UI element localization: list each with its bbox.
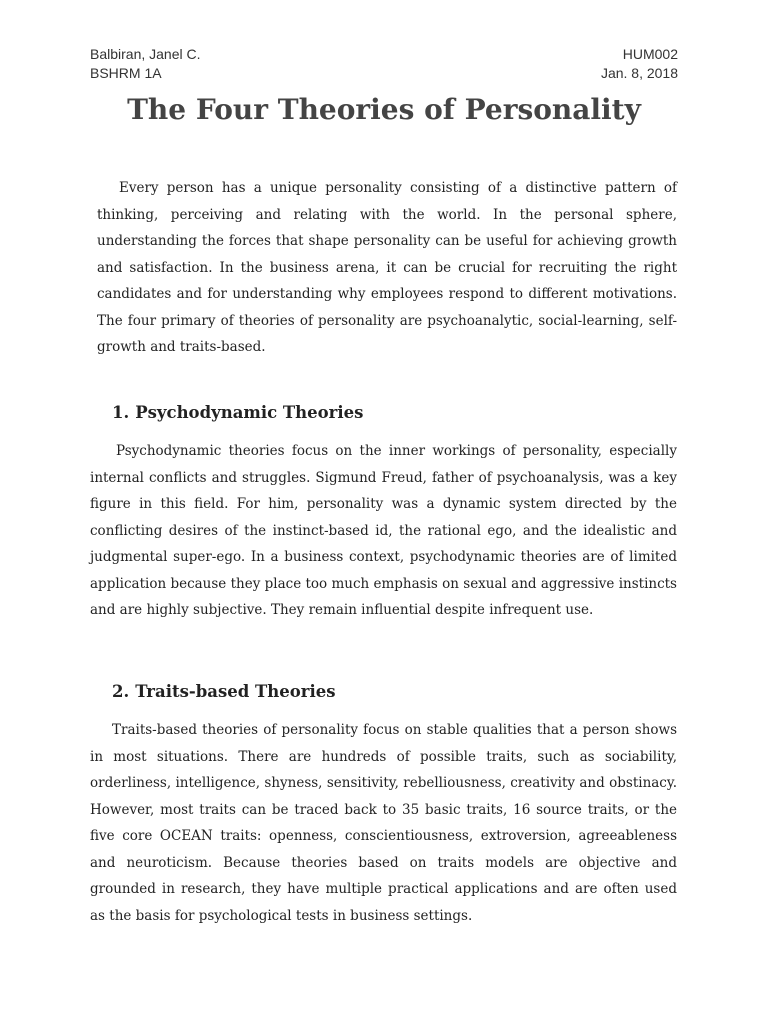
section-body-psychodynamic: Psychodynamic theories focus on the inner workings of personality, especially internal conflicts and struggles. Sigmund Freud, father of psychoanalysis, was a key figure in this field. For him, personality was a dynamic system directed by the conflicting desires of the instinct-based id, the rational ego, and the idealistic and judgmental super-ego. In a business context, psychodynamic theories are of limited application because they place too much emphasis on sexual and aggressive instincts and are highly subjective. They remain influential despite infrequent use. — [90, 443, 677, 618]
header-left — [90, 45, 201, 83]
author-name: Balbiran, Janel C. — [90, 46, 201, 62]
section-body-traits: Traits-based theories of personality focus on stable qualities that a person shows in most situations. There are hundreds of possible traits, such as sociability, orderliness, intelligence, shyness, sensitivity, rebelliousness, creativity and obstinacy. However, most traits can be traced back to 35 basic traits, 16 source traits, or the five core OCEAN traits: openness, conscientiousness, extroversion, agreeableness and neuroticism. Because theories based on traits models are objective and grounded in research, they have multiple practical applications and are often used as the basis for psychological tests in business settings. — [90, 722, 677, 924]
class-section: BSHRM 1A — [90, 65, 162, 81]
intro-paragraph: Every person has a unique personality consisting of a distinctive pattern of thinking, perceiving and relating with the world. In the personal sphere, understanding the forces that shape personality can be useful for achieving growth and satisfaction. In the business arena, it can be crucial for recruiting the right candidates and for understanding why employees respond to different motivations. The four primary of theories of personality are psychoanalytic, social-learning, self-growth and traits-based. — [97, 180, 677, 355]
section-heading-traits — [112, 680, 336, 704]
section-title: Psychodynamic Theories — [135, 403, 364, 422]
section-number: 2. — [112, 682, 130, 701]
course-code: HUM002 — [622, 46, 678, 62]
section-number: 1. — [112, 403, 130, 422]
document-date: Jan. 8, 2018 — [600, 65, 678, 81]
section-heading-psychodynamic — [112, 401, 363, 425]
page-title: The Four Theories of Personality — [127, 93, 641, 126]
header-right — [601, 45, 678, 83]
section-title: Traits-based Theories — [135, 682, 336, 701]
